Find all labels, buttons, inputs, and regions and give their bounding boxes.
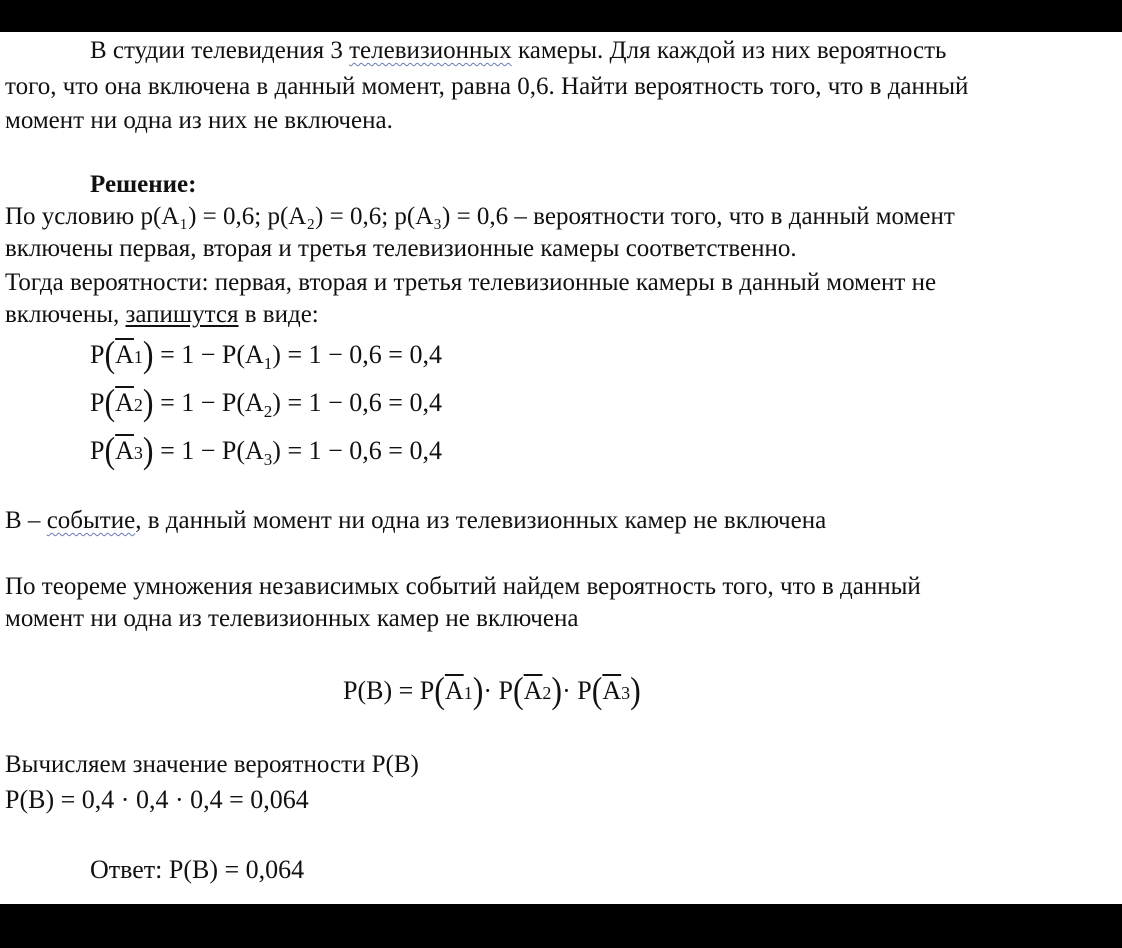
theorem-line-1: По теореме умножения независимых событий найдем вероятность того, что в данный bbox=[5, 573, 921, 600]
product-formula: $P(B) = P(\overline{A}1)\cdot P(\overline{A}2)\cdot P(\overline{A}3)$ bbox=[343, 669, 641, 711]
then-line-1: Тогда вероятности: первая, вторая и третья телевизионные камеры в данный момент не bbox=[5, 269, 937, 296]
then-line-2: включены, запишутся в виде: bbox=[5, 301, 319, 328]
answer: Ответ: P(B) = 0,064 bbox=[90, 855, 305, 884]
document-page bbox=[0, 32, 1122, 904]
formula-complement-1: $P(\overline{A}1) = 1 - P(A_1) = 1 - 0,6 = 0,4$ bbox=[90, 333, 442, 375]
solution-heading: Решение: bbox=[90, 171, 197, 198]
formula-complement-2: $P(\overline{A}2) = 1 - P(A_2) = 1 - 0,6 = 0,4$ bbox=[90, 381, 442, 423]
compute-formula: P(B) = 0,4 · 0,4 · 0,4 = 0,064 bbox=[5, 785, 309, 814]
theorem-line-2: момент ни одна из телевизионных камер не включена bbox=[5, 605, 579, 632]
formula-complement-3: $P(\overline{A}3) = 1 - P(A_3) = 1 - 0,6 = 0,4$ bbox=[90, 429, 442, 471]
compute-label: Вычисляем значение вероятности P(B) bbox=[5, 751, 419, 778]
spell-marked-word: событие bbox=[46, 507, 136, 534]
event-definition: B – событие, в данный момент ни одна из телевизионных камер не включена bbox=[5, 507, 827, 534]
problem-line-2: того, что она включена в данный момент, равна 0,6. Найти вероятность того, что в данный bbox=[5, 73, 969, 100]
condition-line-1: По условию p(A₁) = 0,6; p(A₂) = 0,6; p(A₃) = 0,6 – вероятности того, что в данный момент bbox=[5, 203, 955, 230]
spell-marked-word: телевизионных bbox=[349, 37, 512, 64]
problem-line-1: В студии телевидения 3 телевизионных камеры. Для каждой из них вероятность bbox=[90, 37, 947, 64]
condition-line-2: включены первая, вторая и третья телевизионные камеры соответственно. bbox=[5, 235, 797, 262]
problem-line-3: момент ни одна из них не включена. bbox=[5, 107, 393, 134]
